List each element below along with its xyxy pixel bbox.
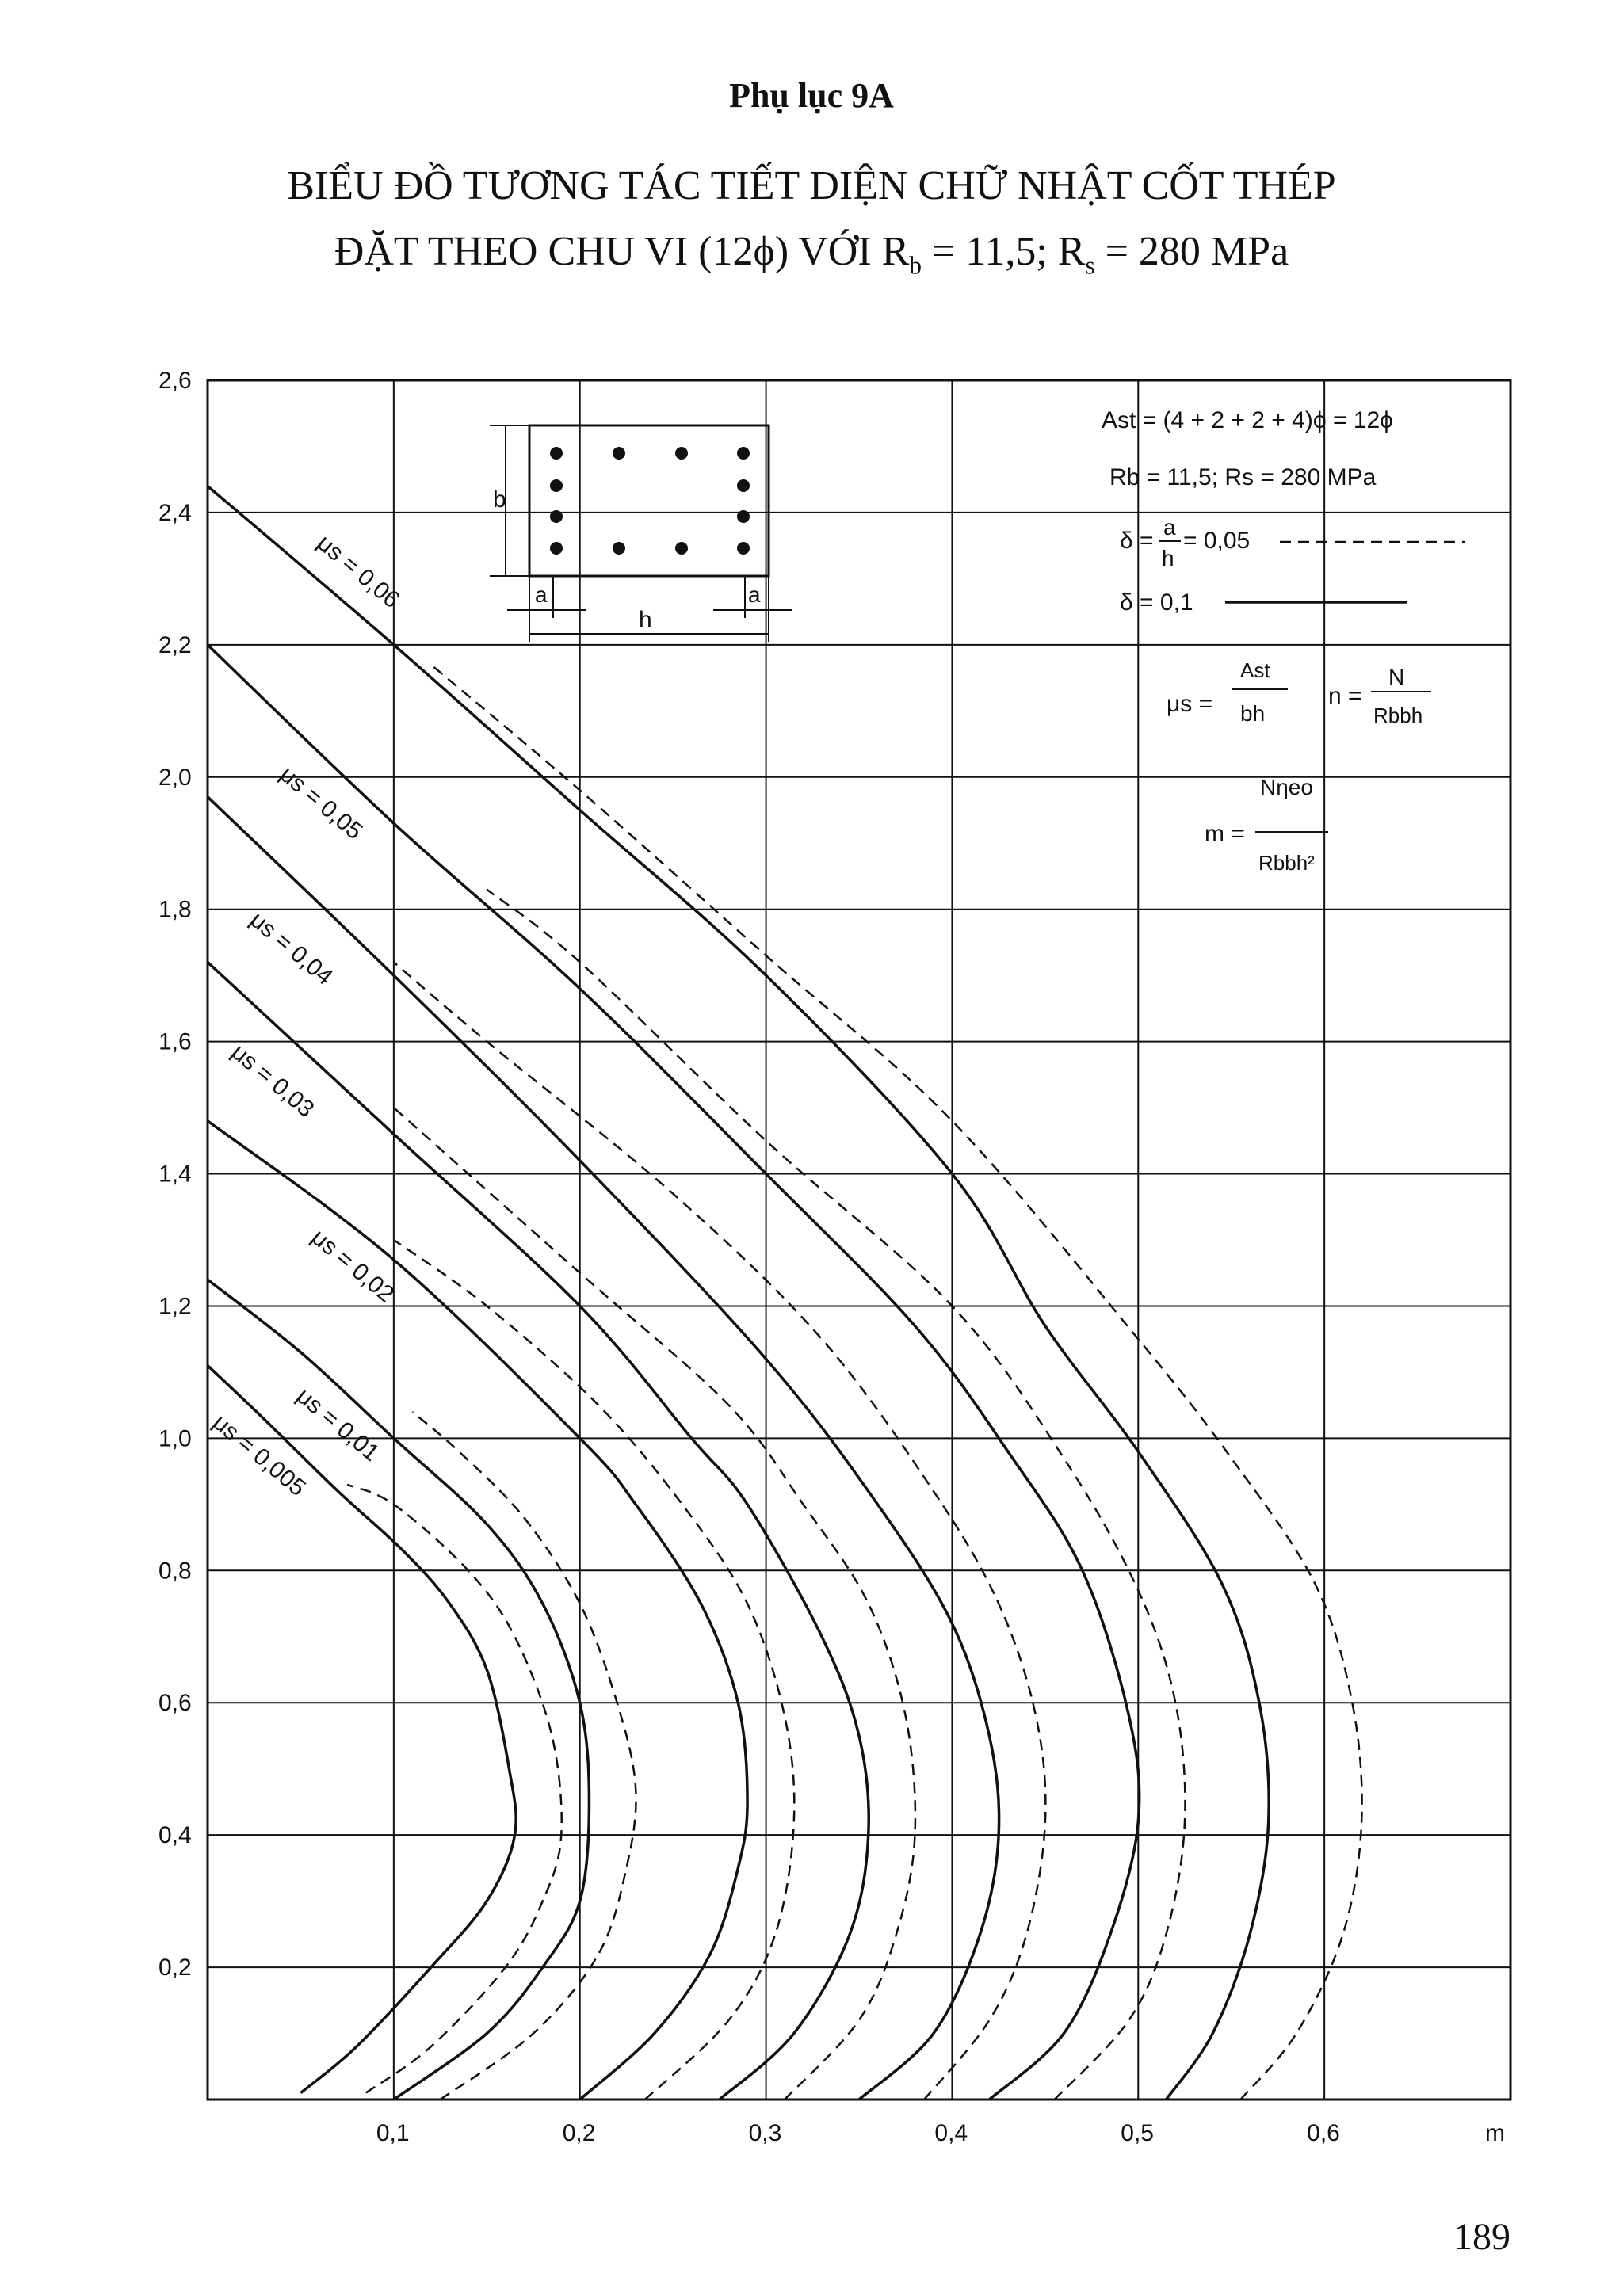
legend-n-den: Rbbh xyxy=(1373,704,1423,727)
curve-solid xyxy=(208,1121,747,2100)
legend-mu-num: Ast xyxy=(1240,658,1270,682)
curve-dashed xyxy=(347,1485,562,2093)
title-2-sub-s: s xyxy=(1085,251,1095,280)
legend-m-prefix: m = xyxy=(1205,821,1245,847)
legend-ast: Ast = (4 + 2 + 2 + 4)ϕ = 12ϕ xyxy=(1102,407,1393,433)
rebar-dot xyxy=(737,447,750,460)
y-tick-label: 2,0 xyxy=(158,764,192,791)
curve-solid xyxy=(208,645,1140,2100)
legend-delta-005-prefix: δ = xyxy=(1120,528,1154,554)
title-line-1: BIỂU ĐỒ TƯƠNG TÁC TIẾT DIỆN CHỮ NHẬT CỐT THÉP xyxy=(287,163,1336,208)
section-outline xyxy=(529,425,769,576)
x-tick-label: 0,4 xyxy=(934,2120,968,2146)
curve-dashed xyxy=(394,1240,794,2100)
y-tick-label: 1,8 xyxy=(158,896,192,923)
title-2-part-c: = 280 MPa xyxy=(1094,229,1289,274)
plot-frame xyxy=(208,380,1510,2100)
curve-label: μs = 0,01 xyxy=(291,1383,384,1466)
rebar-dot xyxy=(613,542,625,555)
section-figure xyxy=(490,425,792,642)
rebar-dot xyxy=(550,447,563,460)
legend-delta-005-den: h xyxy=(1162,546,1174,570)
curve-label: μs = 0,05 xyxy=(274,761,368,845)
curve-label: μs = 0,02 xyxy=(306,1224,399,1308)
title-2-part-b: = 11,5; R xyxy=(921,229,1086,274)
legend-mu-den: bh xyxy=(1240,701,1266,726)
grid-layer xyxy=(208,380,1510,2100)
legend-delta-005-num: a xyxy=(1163,515,1176,540)
y-tick-label: 0,6 xyxy=(158,1690,192,1717)
y-tick-label: 0,8 xyxy=(158,1558,192,1585)
legend-delta-01: δ = 0,1 xyxy=(1120,589,1193,616)
dim-b-label: b xyxy=(493,486,506,513)
title-2-part-a: ĐẶT THEO CHU VI (12ϕ) VỚI R xyxy=(334,229,910,274)
curve-label: μs = 0,03 xyxy=(226,1039,319,1123)
curve-dashed xyxy=(431,665,1362,2100)
rebar-dot xyxy=(675,447,688,460)
rebar-dot xyxy=(737,542,750,555)
x-tick-label: 0,6 xyxy=(1307,2120,1340,2146)
legend xyxy=(1102,407,1465,875)
y-tick-label: 1,4 xyxy=(158,1161,192,1188)
x-tick-label: 0,2 xyxy=(562,2120,596,2146)
rebar-dot xyxy=(675,542,688,555)
rebar-dot xyxy=(550,479,563,492)
x-tick-label: 0,1 xyxy=(376,2120,410,2146)
curve-label: μs = 0,04 xyxy=(245,906,338,991)
rebar-dot xyxy=(737,479,750,492)
x-tick-label: 0,5 xyxy=(1121,2120,1155,2146)
dim-a-left-label: a xyxy=(535,582,548,607)
y-tick-label: 2,6 xyxy=(158,368,192,394)
y-tick-label: 2,4 xyxy=(158,499,192,526)
y-tick-label: 1,0 xyxy=(158,1425,192,1452)
legend-mu-prefix: μs = xyxy=(1167,691,1213,717)
curve-solid xyxy=(208,962,869,2100)
curve-label: μs = 0,06 xyxy=(311,529,405,614)
curve-dashed xyxy=(412,1412,636,2100)
legend-m-num: Nηeo xyxy=(1260,775,1313,799)
x-axis-unit-label: m xyxy=(1485,2120,1505,2146)
curve-label: μs = 0,005 xyxy=(208,1409,311,1502)
y-tick-label: 2,2 xyxy=(158,631,192,658)
curve-dashed xyxy=(487,890,1185,2100)
legend-n-num: N xyxy=(1388,665,1405,689)
dim-a-right-label: a xyxy=(748,582,761,607)
title-2-sub-b: b xyxy=(909,251,922,280)
curve-dashed xyxy=(394,1108,915,2100)
y-tick-label: 1,2 xyxy=(158,1293,192,1320)
rebar-dot xyxy=(737,510,750,523)
rebar-dot xyxy=(613,447,625,460)
page-number: 189 xyxy=(1453,2216,1510,2258)
dim-h-label: h xyxy=(639,607,652,633)
legend-rb-rs: Rb = 11,5; Rs = 280 MPa xyxy=(1109,464,1377,490)
appendix-label: Phụ lục 9A xyxy=(729,76,894,115)
rebar-dot xyxy=(550,542,563,555)
legend-n-prefix: n = xyxy=(1328,683,1362,709)
y-tick-label: 0,2 xyxy=(158,1955,192,1981)
rebar-dot xyxy=(550,510,563,523)
y-tick-label: 1,6 xyxy=(158,1028,192,1055)
y-tick-label: 0,4 xyxy=(158,1822,192,1849)
legend-m-den: Rbbh² xyxy=(1258,851,1315,875)
x-tick-label: 0,3 xyxy=(748,2120,782,2146)
curve-solid xyxy=(208,1280,589,2100)
curve-solid xyxy=(208,797,999,2100)
legend-delta-005-value: = 0,05 xyxy=(1183,528,1251,554)
curve-solid xyxy=(208,1366,516,2093)
